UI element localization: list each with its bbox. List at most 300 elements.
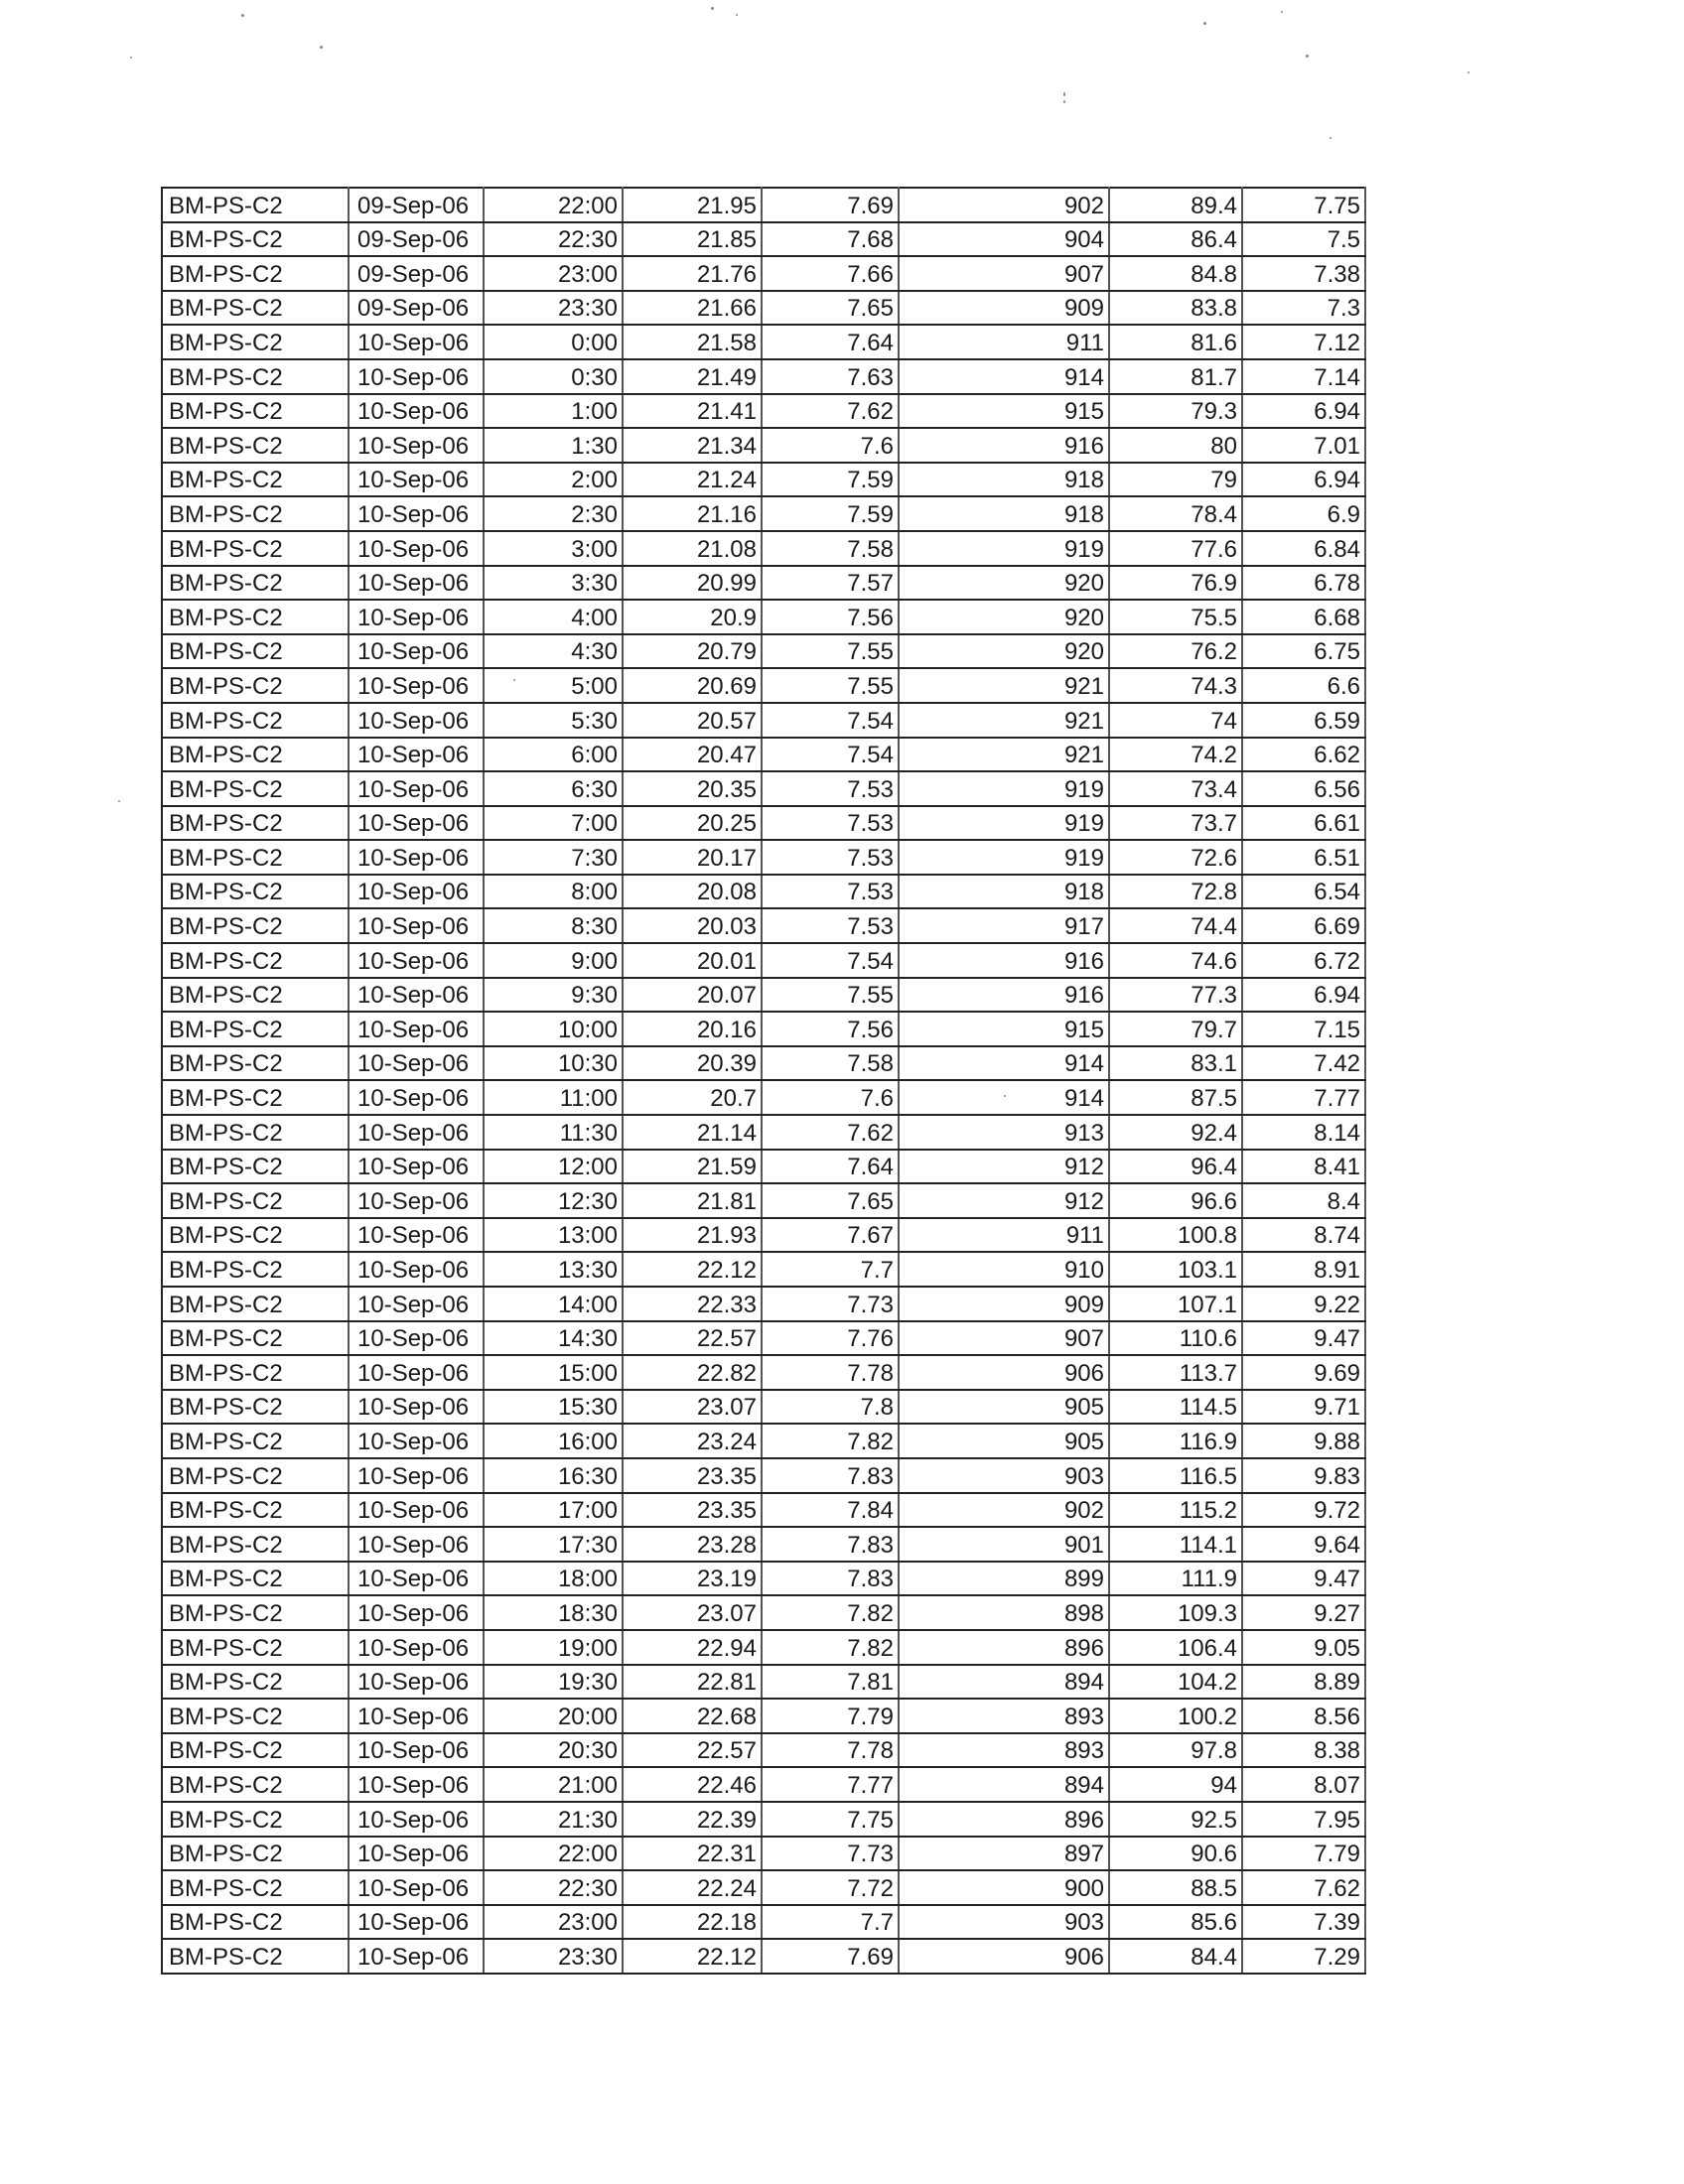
station-id-cell: BM-PS-C2 — [162, 943, 349, 978]
value-1-cell: 20.17 — [623, 840, 762, 875]
value-2-cell: 7.53 — [762, 875, 899, 909]
value-3-cell: 894 — [899, 1665, 1109, 1700]
time-cell: 0:30 — [484, 359, 623, 394]
value-2-cell: 7.53 — [762, 840, 899, 875]
value-2-cell: 7.57 — [762, 566, 899, 601]
scan-speck — [320, 46, 323, 49]
table-row — [162, 325, 1365, 359]
table-row — [162, 1870, 1365, 1905]
value-5-cell: 7.42 — [1242, 1046, 1365, 1081]
value-5-cell: 8.89 — [1242, 1665, 1365, 1700]
value-4-cell: 86.4 — [1109, 222, 1242, 257]
date-cell: 10-Sep-06 — [349, 463, 484, 497]
value-4-cell: 76.9 — [1109, 566, 1242, 601]
value-2-cell: 7.56 — [762, 600, 899, 634]
value-3-cell: 916 — [899, 943, 1109, 978]
station-id-cell: BM-PS-C2 — [162, 1630, 349, 1665]
table-row — [162, 1218, 1365, 1253]
station-id-cell: BM-PS-C2 — [162, 1287, 349, 1321]
time-cell: 21:30 — [484, 1802, 623, 1837]
table-row — [162, 1355, 1365, 1390]
value-4-cell: 96.4 — [1109, 1150, 1242, 1184]
date-cell: 10-Sep-06 — [349, 1699, 484, 1733]
value-5-cell: 6.61 — [1242, 806, 1365, 841]
date-cell: 10-Sep-06 — [349, 1150, 484, 1184]
value-5-cell: 8.91 — [1242, 1252, 1365, 1287]
date-cell: 10-Sep-06 — [349, 1665, 484, 1700]
value-5-cell: 6.72 — [1242, 943, 1365, 978]
station-id-cell: BM-PS-C2 — [162, 359, 349, 394]
time-cell: 20:00 — [484, 1699, 623, 1733]
value-3-cell: 896 — [899, 1630, 1109, 1665]
scan-speck — [1063, 100, 1065, 103]
value-5-cell: 7.77 — [1242, 1080, 1365, 1115]
date-cell: 10-Sep-06 — [349, 1252, 484, 1287]
station-id-cell: BM-PS-C2 — [162, 531, 349, 566]
table-row — [162, 256, 1365, 291]
table-row — [162, 1939, 1365, 1974]
value-4-cell: 79.3 — [1109, 394, 1242, 429]
value-5-cell: 9.27 — [1242, 1595, 1365, 1630]
value-1-cell: 22.46 — [623, 1767, 762, 1802]
value-1-cell: 20.07 — [623, 978, 762, 1013]
value-4-cell: 77.3 — [1109, 978, 1242, 1013]
date-cell: 10-Sep-06 — [349, 1630, 484, 1665]
table-row — [162, 738, 1365, 772]
value-3-cell: 909 — [899, 291, 1109, 326]
value-4-cell: 96.6 — [1109, 1183, 1242, 1218]
value-1-cell: 20.03 — [623, 908, 762, 943]
value-4-cell: 116.9 — [1109, 1424, 1242, 1458]
value-2-cell: 7.56 — [762, 1012, 899, 1046]
value-2-cell: 7.58 — [762, 531, 899, 566]
table-row — [162, 1767, 1365, 1802]
value-5-cell: 9.64 — [1242, 1527, 1365, 1562]
value-4-cell: 103.1 — [1109, 1252, 1242, 1287]
value-5-cell: 8.56 — [1242, 1699, 1365, 1733]
value-2-cell: 7.6 — [762, 428, 899, 463]
time-cell: 17:00 — [484, 1493, 623, 1528]
value-4-cell: 75.5 — [1109, 600, 1242, 634]
value-2-cell: 7.68 — [762, 222, 899, 257]
station-id-cell: BM-PS-C2 — [162, 1321, 349, 1356]
value-2-cell: 7.72 — [762, 1870, 899, 1905]
value-4-cell: 74.6 — [1109, 943, 1242, 978]
value-1-cell: 23.07 — [623, 1390, 762, 1425]
time-cell: 11:00 — [484, 1080, 623, 1115]
scan-speck — [241, 14, 244, 17]
station-id-cell: BM-PS-C2 — [162, 978, 349, 1013]
value-4-cell: 88.5 — [1109, 1870, 1242, 1905]
value-2-cell: 7.53 — [762, 806, 899, 841]
value-2-cell: 7.59 — [762, 463, 899, 497]
station-id-cell: BM-PS-C2 — [162, 771, 349, 806]
date-cell: 10-Sep-06 — [349, 1595, 484, 1630]
value-3-cell: 916 — [899, 978, 1109, 1013]
value-3-cell: 918 — [899, 875, 1109, 909]
value-3-cell: 917 — [899, 908, 1109, 943]
value-4-cell: 78.4 — [1109, 496, 1242, 531]
value-1-cell: 22.82 — [623, 1355, 762, 1390]
table-row — [162, 1115, 1365, 1150]
value-3-cell: 918 — [899, 496, 1109, 531]
value-2-cell: 7.75 — [762, 1802, 899, 1837]
station-id-cell: BM-PS-C2 — [162, 1252, 349, 1287]
time-cell: 2:00 — [484, 463, 623, 497]
time-cell: 0:00 — [484, 325, 623, 359]
date-cell: 10-Sep-06 — [349, 738, 484, 772]
value-2-cell: 7.82 — [762, 1630, 899, 1665]
value-5-cell: 6.69 — [1242, 908, 1365, 943]
value-4-cell: 100.8 — [1109, 1218, 1242, 1253]
date-cell: 10-Sep-06 — [349, 394, 484, 429]
value-2-cell: 7.73 — [762, 1287, 899, 1321]
time-cell: 13:00 — [484, 1218, 623, 1253]
date-cell: 09-Sep-06 — [349, 291, 484, 326]
station-id-cell: BM-PS-C2 — [162, 908, 349, 943]
time-cell: 23:00 — [484, 256, 623, 291]
value-2-cell: 7.53 — [762, 771, 899, 806]
date-cell: 10-Sep-06 — [349, 1458, 484, 1493]
scan-speck — [1330, 137, 1332, 139]
station-id-cell: BM-PS-C2 — [162, 1218, 349, 1253]
station-id-cell: BM-PS-C2 — [162, 1905, 349, 1940]
value-4-cell: 74.2 — [1109, 738, 1242, 772]
value-4-cell: 92.4 — [1109, 1115, 1242, 1150]
value-1-cell: 21.16 — [623, 496, 762, 531]
table-row — [162, 1424, 1365, 1458]
time-cell: 14:30 — [484, 1321, 623, 1356]
time-cell: 15:00 — [484, 1355, 623, 1390]
value-2-cell: 7.83 — [762, 1458, 899, 1493]
value-2-cell: 7.66 — [762, 256, 899, 291]
station-id-cell: BM-PS-C2 — [162, 1767, 349, 1802]
time-cell: 4:00 — [484, 600, 623, 634]
table-row — [162, 668, 1365, 703]
value-2-cell: 7.78 — [762, 1733, 899, 1768]
table-row — [162, 359, 1365, 394]
table-row — [162, 943, 1365, 978]
date-cell: 10-Sep-06 — [349, 359, 484, 394]
date-cell: 10-Sep-06 — [349, 771, 484, 806]
station-id-cell: BM-PS-C2 — [162, 1870, 349, 1905]
value-5-cell: 8.14 — [1242, 1115, 1365, 1150]
value-3-cell: 905 — [899, 1424, 1109, 1458]
value-1-cell: 20.08 — [623, 875, 762, 909]
station-id-cell: BM-PS-C2 — [162, 256, 349, 291]
value-4-cell: 89.4 — [1109, 188, 1242, 222]
value-3-cell: 918 — [899, 463, 1109, 497]
value-5-cell: 8.4 — [1242, 1183, 1365, 1218]
station-id-cell: BM-PS-C2 — [162, 738, 349, 772]
station-id-cell: BM-PS-C2 — [162, 1699, 349, 1733]
value-2-cell: 7.8 — [762, 1390, 899, 1425]
value-1-cell: 21.24 — [623, 463, 762, 497]
date-cell: 09-Sep-06 — [349, 222, 484, 257]
station-id-cell: BM-PS-C2 — [162, 1802, 349, 1837]
value-1-cell: 22.57 — [623, 1733, 762, 1768]
date-cell: 10-Sep-06 — [349, 496, 484, 531]
value-1-cell: 23.24 — [623, 1424, 762, 1458]
value-1-cell: 20.9 — [623, 600, 762, 634]
value-5-cell: 6.75 — [1242, 634, 1365, 669]
value-1-cell: 22.33 — [623, 1287, 762, 1321]
station-id-cell: BM-PS-C2 — [162, 188, 349, 222]
value-1-cell: 21.34 — [623, 428, 762, 463]
date-cell: 10-Sep-06 — [349, 1733, 484, 1768]
value-3-cell: 913 — [899, 1115, 1109, 1150]
value-5-cell: 9.22 — [1242, 1287, 1365, 1321]
scan-speck — [1306, 55, 1309, 58]
value-4-cell: 81.7 — [1109, 359, 1242, 394]
value-1-cell: 20.79 — [623, 634, 762, 669]
value-1-cell: 20.57 — [623, 703, 762, 738]
value-3-cell: 921 — [899, 668, 1109, 703]
time-cell: 18:00 — [484, 1562, 623, 1596]
date-cell: 10-Sep-06 — [349, 978, 484, 1013]
time-cell: 1:30 — [484, 428, 623, 463]
value-2-cell: 7.54 — [762, 703, 899, 738]
value-4-cell: 73.4 — [1109, 771, 1242, 806]
table-row — [162, 1183, 1365, 1218]
station-id-cell: BM-PS-C2 — [162, 1390, 349, 1425]
value-2-cell: 7.62 — [762, 394, 899, 429]
time-cell: 6:30 — [484, 771, 623, 806]
value-5-cell: 7.79 — [1242, 1837, 1365, 1871]
station-id-cell: BM-PS-C2 — [162, 1458, 349, 1493]
value-1-cell: 21.81 — [623, 1183, 762, 1218]
table-row — [162, 1252, 1365, 1287]
station-id-cell: BM-PS-C2 — [162, 325, 349, 359]
table-row — [162, 1287, 1365, 1321]
value-3-cell: 904 — [899, 222, 1109, 257]
station-id-cell: BM-PS-C2 — [162, 1733, 349, 1768]
value-4-cell: 94 — [1109, 1767, 1242, 1802]
value-4-cell: 114.5 — [1109, 1390, 1242, 1425]
value-4-cell: 106.4 — [1109, 1630, 1242, 1665]
value-3-cell: 912 — [899, 1183, 1109, 1218]
value-2-cell: 7.54 — [762, 943, 899, 978]
value-5-cell: 6.84 — [1242, 531, 1365, 566]
value-4-cell: 107.1 — [1109, 1287, 1242, 1321]
table-row — [162, 806, 1365, 841]
table-row — [162, 1562, 1365, 1596]
time-cell: 19:30 — [484, 1665, 623, 1700]
value-2-cell: 7.6 — [762, 1080, 899, 1115]
scan-speck — [130, 57, 132, 59]
value-5-cell: 7.29 — [1242, 1939, 1365, 1974]
table-row — [162, 394, 1365, 429]
table-row — [162, 1527, 1365, 1562]
station-id-cell: BM-PS-C2 — [162, 1115, 349, 1150]
value-5-cell: 6.62 — [1242, 738, 1365, 772]
value-3-cell: 920 — [899, 634, 1109, 669]
date-cell: 09-Sep-06 — [349, 256, 484, 291]
station-id-cell: BM-PS-C2 — [162, 394, 349, 429]
value-5-cell: 8.38 — [1242, 1733, 1365, 1768]
value-3-cell: 920 — [899, 600, 1109, 634]
time-cell: 3:30 — [484, 566, 623, 601]
value-4-cell: 97.8 — [1109, 1733, 1242, 1768]
table-row — [162, 1802, 1365, 1837]
scan-speck — [1281, 11, 1283, 13]
time-cell: 20:30 — [484, 1733, 623, 1768]
time-cell: 17:30 — [484, 1527, 623, 1562]
table-row — [162, 1905, 1365, 1940]
value-1-cell: 20.01 — [623, 943, 762, 978]
table-row — [162, 875, 1365, 909]
value-3-cell: 896 — [899, 1802, 1109, 1837]
station-id-cell: BM-PS-C2 — [162, 703, 349, 738]
value-1-cell: 21.08 — [623, 531, 762, 566]
date-cell: 10-Sep-06 — [349, 1802, 484, 1837]
value-2-cell: 7.58 — [762, 1046, 899, 1081]
value-1-cell: 21.49 — [623, 359, 762, 394]
table-row — [162, 1665, 1365, 1700]
time-cell: 22:30 — [484, 222, 623, 257]
value-3-cell: 919 — [899, 806, 1109, 841]
value-2-cell: 7.83 — [762, 1527, 899, 1562]
date-cell: 10-Sep-06 — [349, 1218, 484, 1253]
date-cell: 10-Sep-06 — [349, 1837, 484, 1871]
value-5-cell: 7.39 — [1242, 1905, 1365, 1940]
value-2-cell: 7.62 — [762, 1115, 899, 1150]
value-2-cell: 7.82 — [762, 1595, 899, 1630]
station-id-cell: BM-PS-C2 — [162, 291, 349, 326]
value-3-cell: 919 — [899, 771, 1109, 806]
value-5-cell: 7.3 — [1242, 291, 1365, 326]
table-row — [162, 566, 1365, 601]
value-3-cell: 893 — [899, 1733, 1109, 1768]
value-4-cell: 116.5 — [1109, 1458, 1242, 1493]
value-3-cell: 897 — [899, 1837, 1109, 1871]
value-4-cell: 74 — [1109, 703, 1242, 738]
value-1-cell: 22.94 — [623, 1630, 762, 1665]
table-row — [162, 1390, 1365, 1425]
table-row — [162, 1080, 1365, 1115]
value-2-cell: 7.7 — [762, 1252, 899, 1287]
station-id-cell: BM-PS-C2 — [162, 463, 349, 497]
table-row — [162, 771, 1365, 806]
value-3-cell: 910 — [899, 1252, 1109, 1287]
time-cell: 5:30 — [484, 703, 623, 738]
date-cell: 10-Sep-06 — [349, 806, 484, 841]
table-row — [162, 703, 1365, 738]
date-cell: 09-Sep-06 — [349, 188, 484, 222]
table-body — [162, 188, 1365, 1974]
value-3-cell: 893 — [899, 1699, 1109, 1733]
scan-speck — [1468, 71, 1470, 73]
table-row — [162, 222, 1365, 257]
station-id-cell: BM-PS-C2 — [162, 668, 349, 703]
value-2-cell: 7.59 — [762, 496, 899, 531]
value-5-cell: 6.56 — [1242, 771, 1365, 806]
value-1-cell: 23.35 — [623, 1493, 762, 1528]
value-3-cell: 916 — [899, 428, 1109, 463]
value-3-cell: 907 — [899, 1321, 1109, 1356]
value-5-cell: 7.62 — [1242, 1870, 1365, 1905]
value-5-cell: 7.75 — [1242, 188, 1365, 222]
date-cell: 10-Sep-06 — [349, 1870, 484, 1905]
value-3-cell: 906 — [899, 1355, 1109, 1390]
date-cell: 10-Sep-06 — [349, 428, 484, 463]
value-4-cell: 77.6 — [1109, 531, 1242, 566]
date-cell: 10-Sep-06 — [349, 875, 484, 909]
value-3-cell: 915 — [899, 1012, 1109, 1046]
value-5-cell: 6.68 — [1242, 600, 1365, 634]
time-cell: 22:00 — [484, 188, 623, 222]
date-cell: 10-Sep-06 — [349, 1115, 484, 1150]
value-5-cell: 7.14 — [1242, 359, 1365, 394]
station-id-cell: BM-PS-C2 — [162, 1562, 349, 1596]
station-id-cell: BM-PS-C2 — [162, 566, 349, 601]
value-5-cell: 7.15 — [1242, 1012, 1365, 1046]
time-cell: 6:00 — [484, 738, 623, 772]
value-3-cell: 907 — [899, 256, 1109, 291]
value-4-cell: 79 — [1109, 463, 1242, 497]
value-1-cell: 23.28 — [623, 1527, 762, 1562]
value-3-cell: 919 — [899, 531, 1109, 566]
scan-speck — [118, 800, 120, 802]
time-cell: 2:30 — [484, 496, 623, 531]
value-4-cell: 81.6 — [1109, 325, 1242, 359]
table-row — [162, 978, 1365, 1013]
value-5-cell: 9.47 — [1242, 1321, 1365, 1356]
value-1-cell: 22.57 — [623, 1321, 762, 1356]
date-cell: 10-Sep-06 — [349, 325, 484, 359]
value-1-cell: 20.35 — [623, 771, 762, 806]
station-id-cell: BM-PS-C2 — [162, 222, 349, 257]
value-5-cell: 6.94 — [1242, 394, 1365, 429]
date-cell: 10-Sep-06 — [349, 1046, 484, 1081]
scan-speck — [1203, 22, 1206, 25]
time-cell: 13:30 — [484, 1252, 623, 1287]
value-2-cell: 7.82 — [762, 1424, 899, 1458]
value-4-cell: 73.7 — [1109, 806, 1242, 841]
station-id-cell: BM-PS-C2 — [162, 1527, 349, 1562]
station-id-cell: BM-PS-C2 — [162, 1939, 349, 1974]
date-cell: 10-Sep-06 — [349, 908, 484, 943]
value-1-cell: 21.85 — [623, 222, 762, 257]
value-2-cell: 7.65 — [762, 291, 899, 326]
scan-speck — [711, 7, 714, 10]
value-3-cell: 919 — [899, 840, 1109, 875]
date-cell: 10-Sep-06 — [349, 1287, 484, 1321]
value-1-cell: 22.12 — [623, 1939, 762, 1974]
value-5-cell: 9.72 — [1242, 1493, 1365, 1528]
value-5-cell: 7.38 — [1242, 256, 1365, 291]
value-2-cell: 7.64 — [762, 1150, 899, 1184]
value-3-cell: 903 — [899, 1458, 1109, 1493]
station-id-cell: BM-PS-C2 — [162, 1837, 349, 1871]
time-cell: 3:00 — [484, 531, 623, 566]
value-4-cell: 111.9 — [1109, 1562, 1242, 1596]
value-3-cell: 905 — [899, 1390, 1109, 1425]
value-1-cell: 22.31 — [623, 1837, 762, 1871]
value-4-cell: 84.4 — [1109, 1939, 1242, 1974]
value-1-cell: 21.58 — [623, 325, 762, 359]
station-id-cell: BM-PS-C2 — [162, 1595, 349, 1630]
date-cell: 10-Sep-06 — [349, 1562, 484, 1596]
station-id-cell: BM-PS-C2 — [162, 496, 349, 531]
station-id-cell: BM-PS-C2 — [162, 1355, 349, 1390]
value-1-cell: 23.07 — [623, 1595, 762, 1630]
station-id-cell: BM-PS-C2 — [162, 1183, 349, 1218]
table-row — [162, 1012, 1365, 1046]
time-cell: 16:30 — [484, 1458, 623, 1493]
value-2-cell: 7.78 — [762, 1355, 899, 1390]
time-cell: 11:30 — [484, 1115, 623, 1150]
